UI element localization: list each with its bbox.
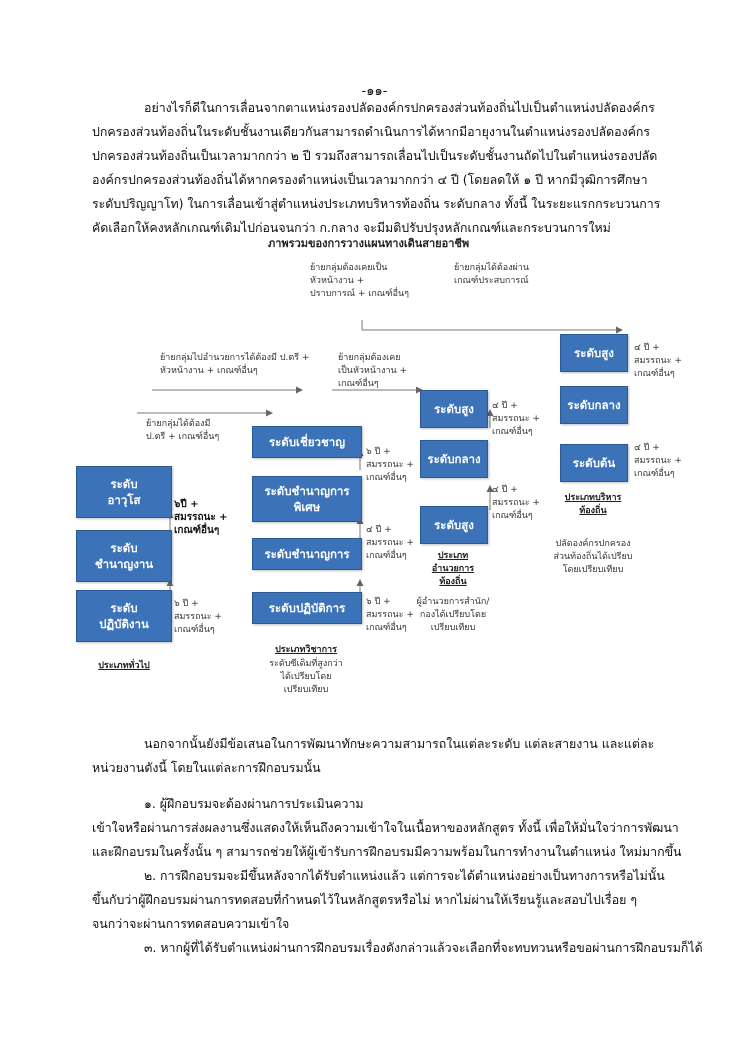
executive-entry-box: ระดับต้น: [560, 444, 628, 482]
academic-subtext: ระดับซีเดิมที่สูงกว่า ได้เปรียบโดย เปรียบเทียบ: [269, 659, 343, 695]
academic-caption: ประเภทวิชาการ: [275, 645, 337, 655]
executive-note-1: ๔ ปี + สมรรถนะ + เกณฑ์อื่นๆ: [634, 343, 682, 379]
academic-senior-professional-box: ระดับชำนาญการ พิเศษ: [252, 476, 362, 522]
list-item-continuation: และฝึกอบรมในครั้งนั้น ๆ สามารถช่วยให้ผู้เข้ารับการฝึกอบรมมีความพร้อมในการทำงานในตำแหน่ง ใหม่มากขึ้น: [92, 844, 682, 859]
director-high-box: ระดับสูง: [420, 390, 488, 428]
academic-note-2: ๔ ปี + สมรรถนะ + เกณฑ์อื่นๆ: [366, 525, 414, 561]
director-middle-box: ระดับกลาง: [420, 440, 488, 478]
note-move-bachelor-head: ย้ายกลุ่มไปอำนวยการได้ต้องมี ป.ตรี + หัวหน้างาน + เกณฑ์อื่นๆ: [160, 353, 310, 376]
para1-line: คัดเลือกให้คงหลักเกณฑ์เดิมไปก่อนจนกว่า ก.กลาง จะมีมติปรับปรุงหลักเกณฑ์และกระบวนการใหม่: [92, 220, 611, 235]
page-number: -๑๑-: [361, 84, 388, 99]
list-item-continuation: เข้าใจหรือผ่านการส่งผลงานซึ่งแสดงให้เห็นถึงความเข้าใจในเนื้อหาของหลักสูตร ทั้งนี้ เพื่อให้มั่นใจว่าการพัฒนา: [92, 820, 679, 835]
director-note-1: ๔ ปี + สมรรถนะ + เกณฑ์อื่นๆ: [492, 401, 540, 437]
general-operational-box: ระดับ ปฏิบัติงาน: [76, 590, 172, 642]
general-skilled-box: ระดับ ชำนาญงาน: [76, 530, 172, 582]
general-note-lower: ๖ ปี + สมรรถนะ + เกณฑ์อื่นๆ: [174, 599, 222, 635]
executive-high-box: ระดับสูง: [560, 334, 628, 372]
development-paragraph: [92, 732, 702, 780]
note-move-head: ย้ายกลุ่มต้องเคยเป็น หัวหน้างาน + ปราบการณ์ + เกณฑ์อื่นๆ: [310, 263, 409, 299]
para1-line: องค์กรปกครองส่วนท้องถิ่นได้หากครองตำแหน่งเป็นเวลามากกว่า ๔ ปี (โดยลดให้ ๑ ปี หากมีวุฒิการศึกษา: [92, 172, 648, 187]
director-note-2: ๔ ปี + สมรรถนะ + เกณฑ์อื่นๆ: [492, 485, 540, 521]
executive-note-2: ๔ ปี + สมรรถนะ + เกณฑ์อื่นๆ: [634, 443, 682, 479]
para1-line: ระดับปริญญาโท) ในการเลื่อนเข้าสู่ตำแหน่งประเภทบริหารท้องถิ่น ระดับกลาง ทั้งนี้ ในระยะแรกกระบวนการ: [92, 196, 661, 211]
intro-paragraph: [92, 96, 702, 240]
para2-line: หน่วยงานดังนี้ โดยในแต่ละการฝึกอบรมนั้น: [92, 760, 321, 775]
director-caption: ประเภท อำนวยการ ท้องถิ่น: [431, 551, 475, 587]
diagram-title: ภาพรวมของการวางแผนทางเดินสายอาชีพ: [268, 237, 470, 250]
note-move-experience: ย้ายกลุ่มได้ต้องผ่าน เกณฑ์ประสบการณ์: [454, 263, 529, 286]
para1-line: ปกครองส่วนท้องถิ่นเป็นเวลามากกว่า ๒ ปี รวมถึงสามารถเลื่อนไปเป็นระดับชั้นงานถัดไปในตำแหน่งรองปลัด: [92, 148, 658, 163]
list-item: ๒. การฝึกอบรมจะมีขึ้นหลังจากได้รับตำแหน่งแล้ว แต่การจะได้ตำแหน่งอย่างเป็นทางการหรือไม่นั้น: [144, 868, 665, 883]
academic-expert-box: ระดับเชี่ยวชาญ: [252, 426, 362, 458]
academic-note-1: ๖ ปี + สมรรถนะ + เกณฑ์อื่นๆ: [366, 447, 414, 483]
list-item: ๑. ผู้ฝึกอบรมจะต้องผ่านการประเมินความ: [144, 796, 364, 811]
list-item-continuation: ขึ้นกับว่าผู้ฝึกอบรมผ่านการทดสอบที่กำหนดไว้ในหลักสูตรหรือไม่ หากไม่ผ่านให้เรียนรู้และสอบไปเรื่อย ๆ: [92, 892, 638, 907]
executive-middle-box: ระดับกลาง: [560, 386, 628, 424]
director-subtext: ผู้อำนวยการสำนัก/ กองได้เปรียบโดย เปรียบเทียบ: [416, 597, 490, 633]
career-path-diagram: [62, 230, 690, 695]
director-high-box-2: ระดับสูง: [420, 506, 488, 544]
para1-line: อย่างไรก็ดีในการเลื่อนจากตาแหน่งรองปลัดองค์กรปกครองส่วนท้องถิ่นไปเป็นตำแหน่งปลัดองค์กร: [144, 100, 655, 115]
general-note-upper: ๖ปี + สมรรถนะ + เกณฑ์อื่นๆ: [174, 499, 228, 536]
training-list: [92, 792, 702, 960]
para1-line: ปกครองส่วนท้องถิ่นในระดับชั้นงานเดียวกันสามารถดำเนินการได้หากมีอายุงานในตำแหน่งรองปลัดองค์กร: [92, 124, 651, 139]
list-item: ๓. หากผู้ที่ได้รับตำแหน่งผ่านการฝึกอบรมเรื่องดังกล่าวแล้วจะเลือกที่จะทบทวนหรือขอผ่านการฝึกอบรมก็ได้: [144, 940, 703, 955]
general-senior-box: ระดับ อาวุโส: [76, 466, 172, 518]
note-move-was-head: ย้ายกลุ่มต้องเคย เป็นหัวหน้างาน + เกณฑ์อื่นๆ: [338, 353, 408, 389]
list-item-continuation: จนกว่าจะผ่านการทดสอบความเข้าใจ: [92, 916, 290, 931]
academic-practitioner-box: ระดับปฏิบัติการ: [252, 592, 362, 624]
executive-subtext: ปลัดองค์กรปกครอง ส่วนท้องถิ่นได้เปรียบ โดยเปรียบเทียบ: [553, 539, 633, 575]
academic-note-3: ๖ ปี + สมรรถนะ + เกณฑ์อื่นๆ: [366, 597, 414, 633]
general-caption: ประเภททั่วไป: [98, 661, 150, 671]
para2-line: นอกจากนั้นยังมีข้อเสนอในการพัฒนาทักษะความสามารถในแต่ละระดับ แต่ละสายงาน และแต่ละ: [144, 736, 655, 751]
note-move-bachelor: ย้ายกลุ่มได้ต้องมี ป.ตรี + เกณฑ์อื่นๆ: [146, 419, 220, 442]
executive-caption: ประเภทบริหาร ท้องถิ่น: [564, 493, 622, 516]
academic-professional-box: ระดับชำนาญการ: [252, 538, 362, 570]
